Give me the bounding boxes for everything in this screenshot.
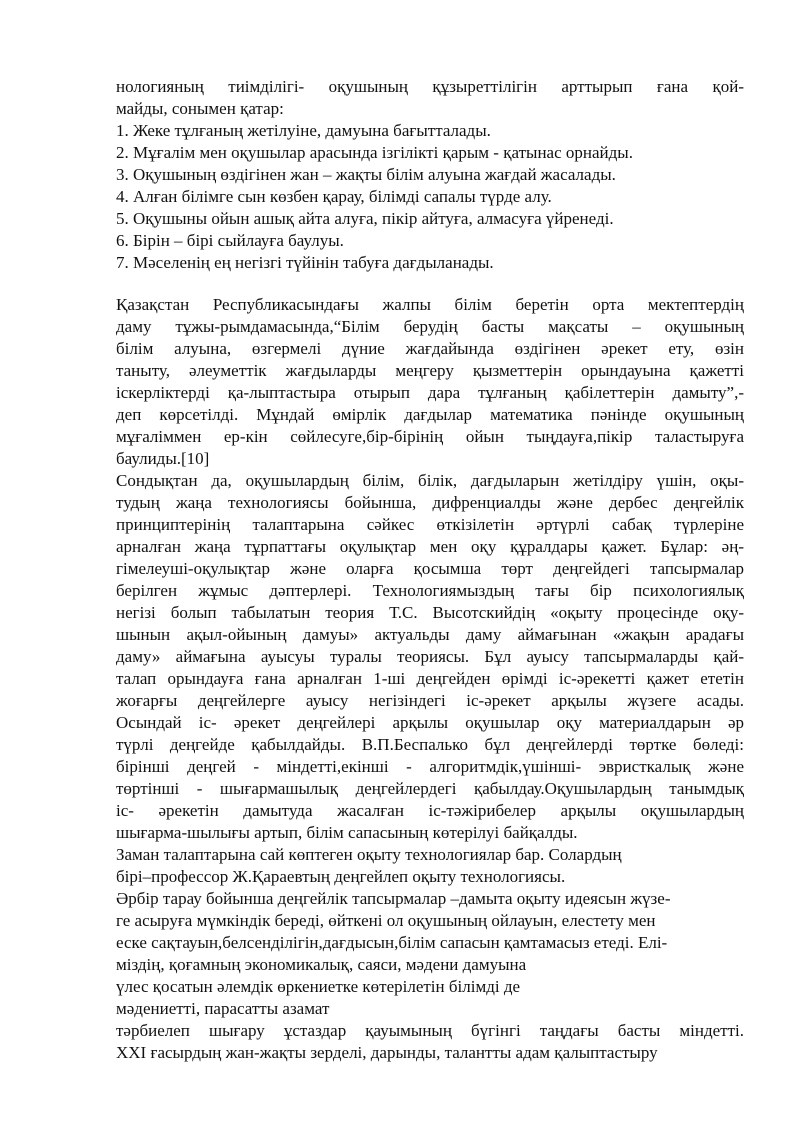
text-line: еске сақтауын,белсенділігін,дағдысын,білім сапасын қамтамасыз етеді. Елі- bbox=[116, 933, 668, 952]
text-line: даму» аймағына ауысуы туралы теориясы. Бұл ауысу тапсырмаларды қай- bbox=[116, 647, 744, 666]
text-line: мұғаліммен ер-кін сөйлесуге,бір-бірінің ойын тыңдауға,пікір таластыруға bbox=[116, 427, 744, 446]
text-line: даму тұжы-рымдамасында,“Білім берудің басты мақсаты – оқушының bbox=[116, 317, 744, 336]
text-line: 5. Оқушыны ойын ашық айта алуға, пікір айтуға, алмасуға үйренеді. bbox=[116, 209, 614, 228]
document-body bbox=[116, 76, 744, 1064]
text-line: нологияның тиімділігі- оқушының құзыреттілігін арттырып ғана қой- bbox=[116, 77, 744, 96]
text-line: тәрбиелеп шығару ұстаздар қауымының бүгінгі таңдағы басты міндетті. bbox=[116, 1021, 744, 1040]
text-line: гімелеуші-оқулықтар және оларға қосымша төрт деңгейдегі тапсырмалар bbox=[116, 559, 744, 578]
text-line: ге асыруға мүмкіндік береді, өйткені ол оқушының ойлауын, елестету мен bbox=[116, 911, 656, 930]
paragraph-gap bbox=[116, 274, 744, 294]
text-line: деп көрсетілді. Мұндай өмірлік дағдылар математика пәнінде оқушының bbox=[116, 405, 744, 424]
text-line: негізі болып табылатын теория Т.С. Высотскийдің «оқыту процесінде оқу- bbox=[116, 603, 744, 622]
text-line: Осындай іс- әрекет деңгейлері арқылы оқушылар оқу материалдарын әр bbox=[116, 713, 744, 732]
text-line: майды, сонымен қатар: bbox=[116, 99, 284, 118]
text-line: бірі–профессор Ж.Қараевтың деңгейлеп оқыту технологиясы. bbox=[116, 867, 566, 886]
text-line: баулиды.[10] bbox=[116, 449, 210, 468]
text-line: Сондықтан да, оқушылардың білім, білік, дағдыларын жетілдіру үшін, оқы- bbox=[116, 471, 744, 490]
text-line: 6. Бірін – бірі сыйлауға баулуы. bbox=[116, 231, 344, 250]
text-line: шығарма-шылығы артып, білім сапасының көтерілуі байқалды. bbox=[116, 823, 578, 842]
text-line: бірінші деңгей - міндетті,екінші - алгоритмдік,үшінші- эвристкалық және bbox=[116, 757, 744, 776]
text-line: Қазақстан Республикасындағы жалпы білім беретін орта мектептердің bbox=[116, 295, 744, 314]
text-line: тудың жаңа технологиясы бойынша, дифренциалды және дербес деңгейлік bbox=[116, 493, 744, 512]
text-line: 2. Мұғалім мен оқушылар арасында ізгілікті қарым - қатынас орнайды. bbox=[116, 143, 633, 162]
text-line: талап орындауға ғана арналған 1-ші деңгейден өрімді іс-әрекетті қажет ететін bbox=[116, 669, 744, 688]
text-line: Заман талаптарына сай көптеген оқыту технологиялар бар. Солардың bbox=[116, 845, 622, 864]
text-line: 1. Жеке тұлғаның жетілуіне, дамуына бағытталады. bbox=[116, 121, 491, 140]
text-line: міздің, қоғамның экономикалық, саяси, мәдени дамуына bbox=[116, 955, 527, 974]
text-line: жоғарғы деңгейлерге ауысу негізіндегі іс-әрекет арқылы жүзеге асады. bbox=[116, 691, 744, 710]
text-line: білім алуына, өзгермелі дүние жағдайында өздігінен әрекет ету, өзін bbox=[116, 339, 744, 358]
text-line: іс- әрекетін дамытуда жасалған іс-тәжірибелер арқылы оқушылардың bbox=[116, 801, 744, 820]
text-line: іскерліктерді қа-лыптастыра отырып дара тұлғаның қабілеттерін дамыту”,- bbox=[116, 383, 744, 402]
text-line: XXI ғасырдың жан-жақты зерделі, дарынды, талантты адам қалыптастыру bbox=[116, 1043, 658, 1062]
text-line: 4. Алған білімге сын көзбен қарау, білімді сапалы түрде алу. bbox=[116, 187, 552, 206]
text-line: төртінші - шығармашылық деңгейлердегі қабылдау.Оқушылардың танымдық bbox=[116, 779, 744, 798]
text-line: 7. Мәселенің ең негізгі түйінін табуға дағдыланады. bbox=[116, 253, 494, 272]
text-line: принциптерінің талаптарына сәйкес өткізілетін әртүрлі сабақ түрлеріне bbox=[116, 515, 744, 534]
text-line: шынын ақыл-ойының дамуы» актуальды даму аймағынан «жақын арадағы bbox=[116, 625, 744, 644]
text-line: түрлі деңгейде қабылдайды. В.П.Беспалько бұл деңгейлерді төртке бөледі: bbox=[116, 735, 744, 754]
text-line: таныту, әлеуметтік жағдыларды меңгеру қызметтерін орындауына қажетті bbox=[116, 361, 744, 380]
text-line: 3. Оқушының өздігінен жан – жақты білім алуына жағдай жасалады. bbox=[116, 165, 616, 184]
text-line: берілген жұмыс дәптерлері. Технологиямыздың тағы бір психологиялық bbox=[116, 581, 744, 600]
text-line: Әрбір тарау бойынша деңгейлік тапсырмалар –дамыта оқыту идеясын жүзе- bbox=[116, 889, 671, 908]
document-page bbox=[116, 76, 744, 1064]
text-line: үлес қосатын әлемдік өркениетке көтерілетін білімді де bbox=[116, 977, 521, 996]
text-line: арналған жаңа тұрпаттағы оқулықтар мен оқу құралдары қажет. Бұлар: әң- bbox=[116, 537, 744, 556]
text-line: мәдениетті, парасатты азамат bbox=[116, 999, 330, 1018]
